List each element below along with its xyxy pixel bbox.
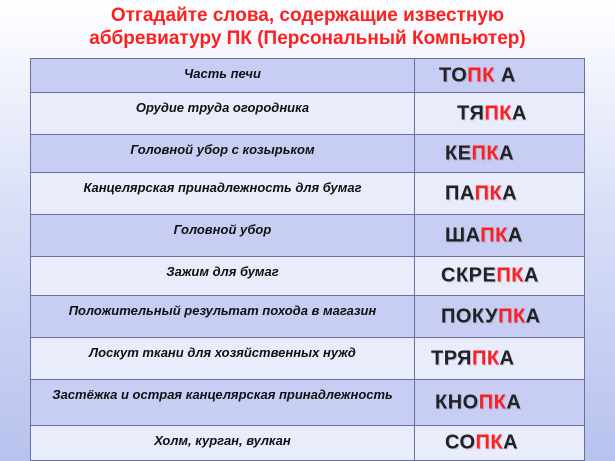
answer-prefix: ША <box>445 224 481 246</box>
answer-suffix: А <box>499 142 515 164</box>
answer-word <box>445 224 523 247</box>
table-row <box>31 93 584 135</box>
pk-highlight: ПК <box>484 102 512 124</box>
answer-prefix: СО <box>445 431 476 454</box>
answer-cell <box>415 215 584 256</box>
answer-cell <box>415 93 584 134</box>
answer-word <box>439 64 516 87</box>
clue-cell: Орудие труда огородника <box>31 93 415 134</box>
answer-word <box>445 182 517 205</box>
table-row <box>31 426 584 460</box>
clue-cell: Часть печи <box>31 59 415 92</box>
pk-highlight: ПК <box>474 182 503 204</box>
answer-suffix: А <box>499 347 515 369</box>
pk-highlight: ПК <box>471 142 500 164</box>
answer-cell <box>415 59 584 92</box>
table-row <box>31 380 584 426</box>
table-row <box>31 59 584 93</box>
answer-prefix: КЕ <box>445 142 472 164</box>
answer-word <box>435 391 521 414</box>
answer-suffix: А <box>503 431 519 454</box>
answer-prefix: ПОКУ <box>441 305 499 327</box>
table-row <box>31 296 584 338</box>
pk-highlight: ПК <box>498 305 526 327</box>
answer-cell <box>415 426 584 460</box>
answer-suffix: А <box>502 182 518 204</box>
answer-word <box>431 347 514 370</box>
pk-highlight: ПК <box>478 391 507 413</box>
clue-cell: Зажим для бумаг <box>31 257 415 295</box>
answer-cell <box>415 338 584 379</box>
clue-cell: Застёжка и острая канцелярская принадлежность <box>31 380 415 425</box>
table-row <box>31 135 584 173</box>
answer-word <box>445 142 514 165</box>
title-line-2: аббревиатуру ПК (Персональный Компьютер) <box>89 28 526 49</box>
answer-prefix: ТРЯ <box>431 347 472 369</box>
pk-highlight: ПК <box>496 264 524 287</box>
pk-highlight: ПК <box>480 224 508 246</box>
answer-cell <box>415 257 584 295</box>
answer-prefix: ТО <box>439 64 468 86</box>
clue-cell: Холм, курган, вулкан <box>31 426 415 460</box>
answer-suffix: А <box>511 102 527 124</box>
table-row <box>31 173 584 215</box>
answer-cell <box>415 173 584 214</box>
pk-highlight: ПК <box>475 431 504 454</box>
answer-suffix: А <box>506 391 522 413</box>
table-row <box>31 257 584 296</box>
answer-word <box>445 432 518 455</box>
page-title <box>0 4 615 50</box>
answer-cell <box>415 296 584 337</box>
answer-prefix: СКРЕ <box>441 264 497 287</box>
pk-highlight: ПК <box>467 64 495 86</box>
answer-word <box>441 305 541 328</box>
table-row <box>31 338 584 380</box>
answer-suffix: А <box>507 224 523 246</box>
answer-prefix: ТЯ <box>457 102 485 124</box>
clue-cell: Головной убор <box>31 215 415 256</box>
answer-prefix: КНО <box>435 391 479 413</box>
answer-suffix: А <box>494 64 516 86</box>
answer-word <box>457 102 527 125</box>
answer-suffix: А <box>523 264 539 287</box>
riddle-table <box>30 58 585 461</box>
table-row <box>31 215 584 257</box>
answer-prefix: ПА <box>445 182 475 204</box>
answer-cell <box>415 380 584 425</box>
answer-cell <box>415 135 584 172</box>
title-line-1: Отгадайте слова, содержащие известную <box>110 5 505 26</box>
pk-highlight: ПК <box>471 347 500 369</box>
answer-suffix: А <box>525 305 541 327</box>
clue-cell: Головной убор с козырьком <box>31 135 415 172</box>
clue-cell: Лоскут ткани для хозяйственных нужд <box>31 338 415 379</box>
clue-cell: Канцелярская принадлежность для бумаг <box>31 173 415 214</box>
clue-cell: Положительный результат похода в магазин <box>31 296 415 337</box>
answer-word <box>441 265 539 288</box>
